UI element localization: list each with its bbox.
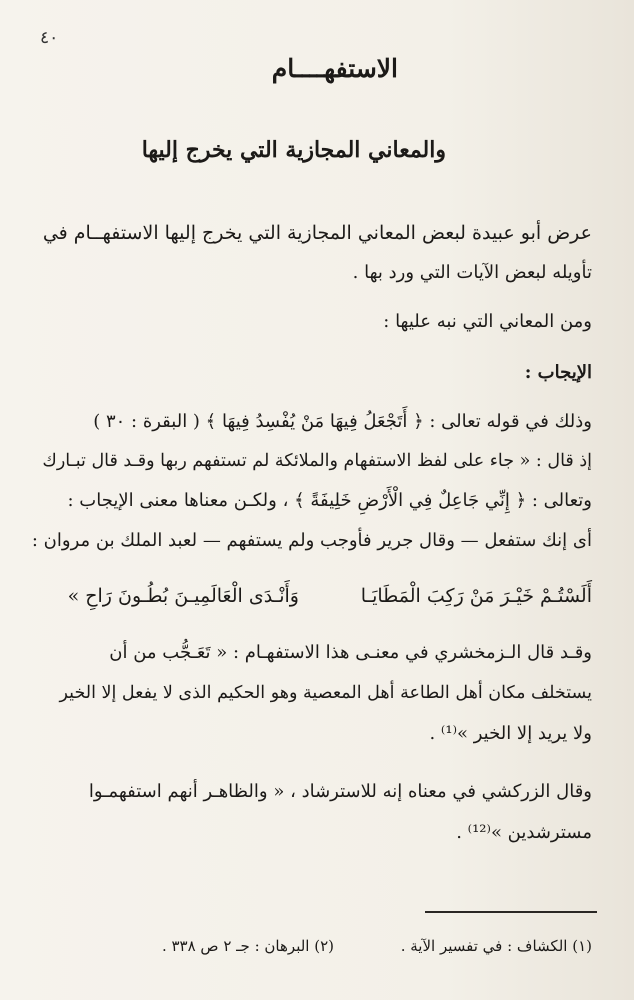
- paragraph-line: وتعالى : ﴿ إِنِّي جَاعِلٌ فِي الْأَرْضِ خَلِيفَةً ﴾ ، ولكـن معناها معنى الإيجاب :: [67, 490, 592, 511]
- footnote-1: (١) الكشاف : في تفسير الآية .: [400, 937, 592, 955]
- paragraph-line: مسترشدين »⁽¹²⁾ .: [456, 822, 592, 843]
- footnote-2: (٢) البرهان : جـ ٢ ص ٣٣٨ .: [161, 937, 334, 955]
- page-number: ٤٠: [40, 28, 59, 48]
- paragraph-line: أى إنك ستفعل — وقال جرير فأوجب ولم يستفهم — لعبد الملك بن مروان :: [31, 530, 592, 551]
- poetry-verse-first: أَلَسْتُـمْ خَيْـرَ مَنْ رَكِبَ الْمَطَايَـا: [360, 585, 592, 607]
- section-heading: الإيجاب :: [524, 362, 592, 383]
- paragraph-line: ومن المعاني التي نبه عليها :: [383, 311, 592, 332]
- paragraph-line: وقـد قال الـزمخشري في معنـى هذا الاستفهـام : « تَعَـجُّب من أن: [109, 642, 592, 663]
- page-subtitle: والمعاني المجازية التي يخرج إليها: [141, 137, 446, 163]
- paragraph-line: يستخلف مكان أهل الطاعة أهل المعصية وهو الحكيم الذى لا يفعل إلا الخير: [59, 683, 592, 703]
- paragraph-line: وذلك في قوله تعالى : ﴿ أَتَجْعَلُ فِيهَا مَنْ يُفْسِدُ فِيهَا ﴾ ( البقرة : ٣٠ ): [93, 411, 592, 432]
- paragraph-line: إذ قال : « جاء على لفظ الاستفهام والملائكة لم تستفهم ربها وقـد قال تبـارك: [42, 451, 592, 471]
- page-title: الاستفهــــام: [271, 54, 398, 83]
- poetry-verse-second: وَأَنْـدَى الْعَالَمِيـنَ بُطُـونَ رَاحِ »: [67, 585, 299, 607]
- paragraph-line: وقال الزركشي في معناه إنه للاسترشاد ، « والظاهـر أنهم استفهمـوا: [88, 781, 592, 802]
- paragraph-line: عرض أبو عبيدة لبعض المعاني المجازية التي يخرج إليها الاستفهــام في: [42, 222, 592, 244]
- paragraph-line: ولا يريد إلا الخير »⁽¹⁾ .: [429, 723, 592, 744]
- paragraph-line: تأويله لبعض الآيات التي ورد بها .: [352, 262, 592, 283]
- footnote-divider: [425, 911, 597, 913]
